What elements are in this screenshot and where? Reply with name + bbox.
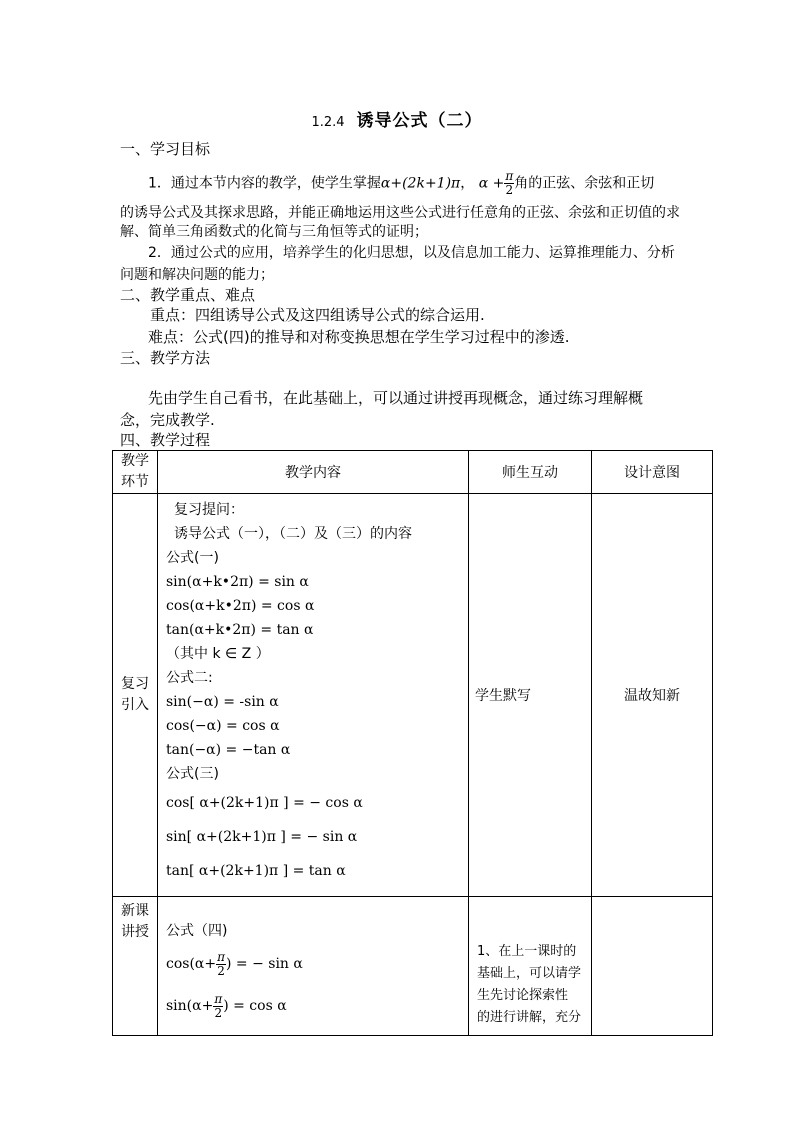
header-content: 教学内容 (158, 451, 469, 494)
header-interaction: 师生互动 (469, 451, 592, 494)
formula-4-cos-fraction (216, 951, 226, 978)
interaction-line: 基础上，可以请学 (477, 966, 582, 981)
goal-1-math-2: α + (478, 175, 505, 192)
row2-stage: 新课 讲授 (113, 897, 158, 1036)
formula-2-cos: cos(−α) = cos α (166, 718, 280, 734)
heading-learning-goals: 一、学习目标 (120, 140, 211, 158)
interaction-line: 1、在上一课时的 (477, 944, 577, 959)
fraction-numerator: π (505, 169, 514, 183)
fraction-numerator: π (214, 991, 223, 1006)
formula-3-label: 公式(三) (166, 766, 219, 782)
formula-2-sin: sin(−α) = -sin α (166, 694, 279, 710)
formula-1-label: 公式(一) (166, 550, 219, 566)
heading-teaching-process: 四、教学过程 (120, 431, 211, 449)
page-title (0, 106, 794, 131)
review-items: 诱导公式（一），（二）及（三）的内容 (174, 526, 412, 542)
formula-2-tan: tan(−α) = −tan α (166, 742, 291, 758)
goal-1-line-2: 的诱导公式及其探求思路，并能正确地运用这些公式进行任意角的正弦、余弦和正切值的求 (120, 205, 680, 221)
goal-1-text-b: 角的正弦、余弦和正切 (514, 175, 655, 192)
formula-4-sin-post: ) = cos α (223, 998, 287, 1014)
formula-4-sin-fraction (213, 993, 223, 1020)
formula-4-label: 公式（四) (166, 923, 228, 939)
interaction-line: 生先讨论探索性 (477, 988, 569, 1003)
header-intent: 设计意图 (592, 451, 713, 494)
goal-1-sep: ， (460, 175, 475, 192)
goal-1-fraction (504, 170, 514, 197)
formula-4-cos-pre: cos(α+ (166, 956, 217, 972)
table-row (113, 897, 713, 1036)
formula-3-tan: tan[ α+(2k+1)π ] = tan α (166, 863, 346, 879)
heading-key-points: 二、教学重点、难点 (120, 286, 256, 304)
method-line-1: 先由学生自己看书，在此基础上，可以通过讲授再现概念，通过练习理解概 (148, 389, 644, 407)
goal-2-line-2: 问题和解决问题的能力； (120, 267, 274, 283)
formula-4-sin (166, 985, 468, 1027)
goal-2-line-1: 2．通过公式的应用，培养学生的化归思想，以及信息加工能力、运算推理能力、分析 (148, 245, 675, 261)
review-prompt: 复习提问： (174, 502, 244, 518)
interaction-line: 的进行讲解，充分 (477, 1010, 582, 1025)
table-header-row (113, 451, 713, 494)
fraction-denominator: 2 (214, 1005, 223, 1020)
section-number: 1.2.4 (311, 115, 345, 130)
method-line-2: 念，完成教学. (120, 411, 215, 429)
formula-4-cos (166, 943, 468, 985)
difficulty-text: 难点：公式(四)的推导和对称变换思想在学生学习过程中的渗透. (148, 328, 570, 346)
formula-3-cos: cos[ α+(2k+1)π ] = − cos α (166, 795, 363, 811)
row1-interaction: 学生默写 (469, 494, 592, 897)
goal-1-text-a: 1．通过本节内容的教学，使学生掌握 (148, 175, 381, 192)
formula-1-sin: sin(α+k•2π) = sin α (166, 574, 309, 590)
row1-stage: 复习 引入 (113, 494, 158, 897)
heading-teaching-method: 三、教学方法 (120, 349, 211, 367)
header-stage: 教学 环节 (113, 451, 158, 494)
fraction-numerator: π (217, 949, 225, 964)
formula-2-label: 公式二: (166, 670, 213, 686)
formula-1-tan: tan(α+k•2π) = tan α (166, 622, 314, 638)
formula-4-cos-post: ) = − sin α (226, 956, 303, 972)
title-text: 诱导公式（二） (356, 111, 483, 131)
formula-4-sin-pre: sin(α+ (166, 998, 214, 1014)
row2-interaction (469, 897, 592, 1036)
goal-1-line-1 (148, 170, 654, 197)
formula-1-cos: cos(α+k•2π) = cos α (166, 598, 315, 614)
row1-intent: 温故知新 (592, 494, 713, 897)
row1-content (158, 494, 469, 897)
goal-1-math-1: α+(2k+1)π (380, 175, 461, 192)
goal-1-line-3: 解、简单三角函数式的化简与三角恒等式的证明； (120, 224, 428, 240)
row2-content (158, 897, 469, 1036)
formula-3-sin: sin[ α+(2k+1)π ] = − sin α (166, 829, 358, 845)
teaching-process-table (112, 450, 713, 1036)
key-point-text: 重点：四组诱导公式及这四组诱导公式的综合运用. (150, 306, 485, 324)
fraction-denominator: 2 (505, 183, 514, 197)
table-row (113, 494, 713, 897)
fraction-denominator: 2 (217, 963, 225, 978)
formula-1-note: （其中 k ∈ Z ） (166, 646, 270, 662)
row2-intent (592, 897, 713, 1036)
